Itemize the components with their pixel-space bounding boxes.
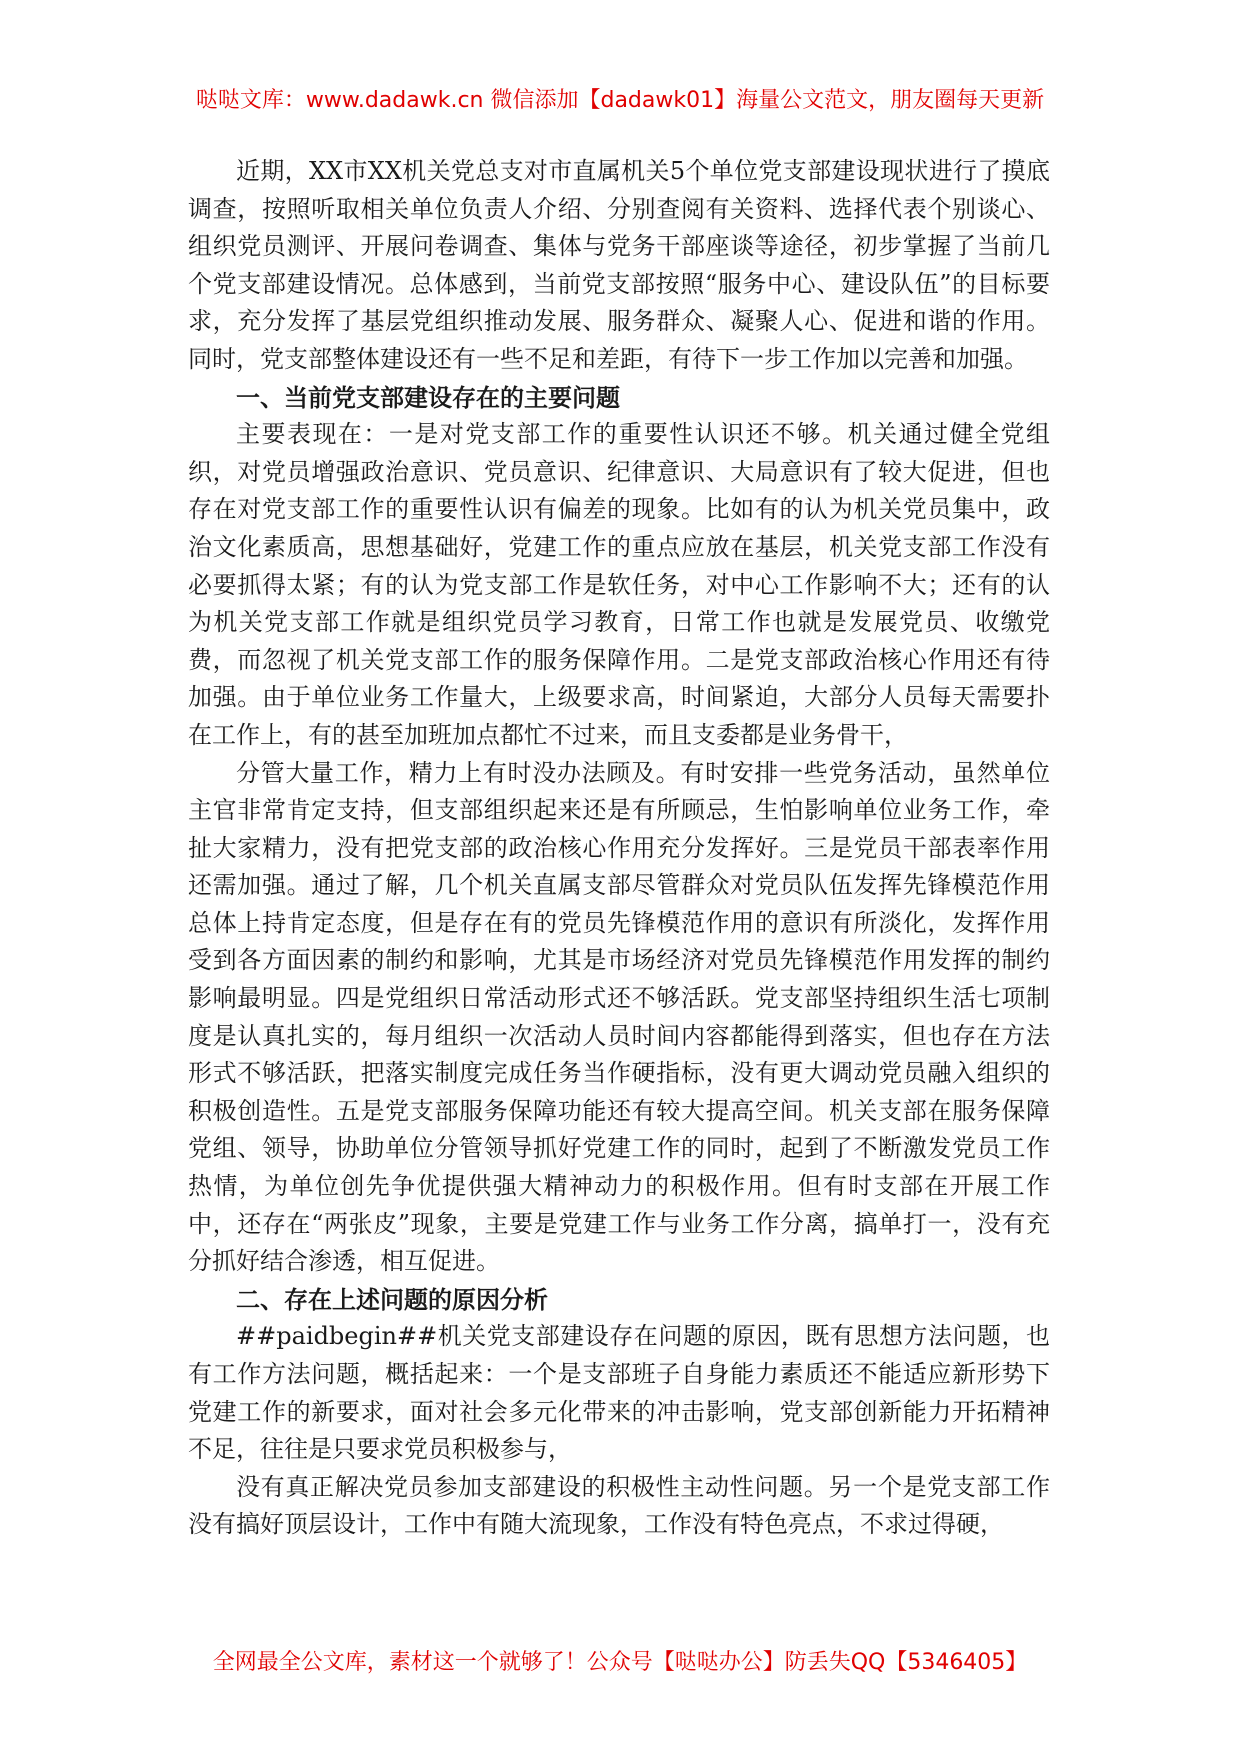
header-banner: 哒哒文库：www.dadawk.cn 微信添加【dadawk01】海量公文范文，朋友圈每天更新 [195, 88, 1045, 113]
intro-paragraph: 近期，XX市XX机关党总支对市直属机关5个单位党支部建设现状进行了摸底调查，按照听取相关单位负责人介绍、分别查阅有关资料、选择代表个别谈心、组织党员测评、开展问卷调查、集体与党务干部座谈等途径，初步掌握了当前几个党支部建设情况。总体感到，当前党支部按照“服务中心、建设队伍”的目标要求，充分发挥了基层党组织推动发展、服务群众、凝聚人心、促进和谐的作用。同时，党支部整体建设还有一些不足和差距，有待下一步工作加以完善和加强。 [188, 157, 1050, 373]
body-paragraph: 主要表现在：一是对党支部工作的重要性认识还不够。机关通过健全党组织，对党员增强政治意识、党员意识、纪律意识、大局意识有了较大促进，但也存在对党支部工作的重要性认识有偏差的现象。比如有的认为机关党员集中，政治文化素质高，思想基础好，党建工作的重点应放在基层，机关党支部工作没有必要抓得太紧；有的认为党支部工作是软任务，对中心工作影响不大；还有的认为机关党支部工作就是组织党员学习教育，日常工作也就是发展党员、收缴党费，而忽视了机关党支部工作的服务保障作用。二是党支部政治核心作用还有待加强。由于单位业务工作量大，上级要求高，时间紧迫，大部分人员每天需要扑在工作上，有的甚至加班加点都忙不过来，而且支委都是业务骨干， [188, 420, 1050, 749]
body-paragraph: 没有真正解决党员参加支部建设的积极性主动性问题。另一个是党支部工作没有搞好顶层设计，工作中有随大流现象，工作没有特色亮点，不求过得硬， [188, 1472, 1050, 1539]
footer-banner: 全网最全公文库，素材这一个就够了！公众号【哒哒办公】防丢失QQ【5346405】 [212, 1650, 1028, 1675]
body-paragraph: ##paidbegin##机关党支部建设存在问题的原因，既有思想方法问题，也有工作方法问题，概括起来：一个是支部班子自身能力素质还不能适应新形势下党建工作的新要求，面对社会多元化带来的冲击影响，党支部创新能力开拓精神不足，往往是只要求党员积极参与， [188, 1322, 1050, 1464]
section-heading-1: 一、当前党支部建设存在的主要问题 [236, 382, 620, 412]
body-paragraph: 分管大量工作，精力上有时没办法顾及。有时安排一些党务活动，虽然单位主官非常肯定支持，但支部组织起来还是有所顾忌，生怕影响单位业务工作，牵扯大家精力，没有把党支部的政治核心作用充分发挥好。三是党员干部表率作用还需加强。通过了解，几个机关直属支部尽管群众对党员队伍发挥先锋模范作用总体上持肯定态度，但是存在有的党员先锋模范作用的意识有所淡化，发挥作用受到各方面因素的制约和影响，尤其是市场经济对党员先锋模范作用发挥的制约影响最明显。四是党组织日常活动形式还不够活跃。党支部坚持组织生活七项制度是认真扎实的，每月组织一次活动人员时间内容都能得到落实，但也存在方法形式不够活跃，把落实制度完成任务当作硬指标，没有更大调动党员融入组织的积极创造性。五是党支部服务保障功能还有较大提高空间。机关支部在服务保障党组、领导，协助单位分管领导抓好党建工作的同时，起到了不断激发党员工作热情，为单位创先争优提供强大精神动力的积极作用。但有时支部在开展工作中，还存在“两张皮”现象，主要是党建工作与业务工作分离，搞单打一，没有充分抓好结合渗透，相互促进。 [188, 758, 1050, 1276]
document-body [188, 153, 1050, 1544]
section-heading-2: 二、存在上述问题的原因分析 [236, 1284, 548, 1314]
